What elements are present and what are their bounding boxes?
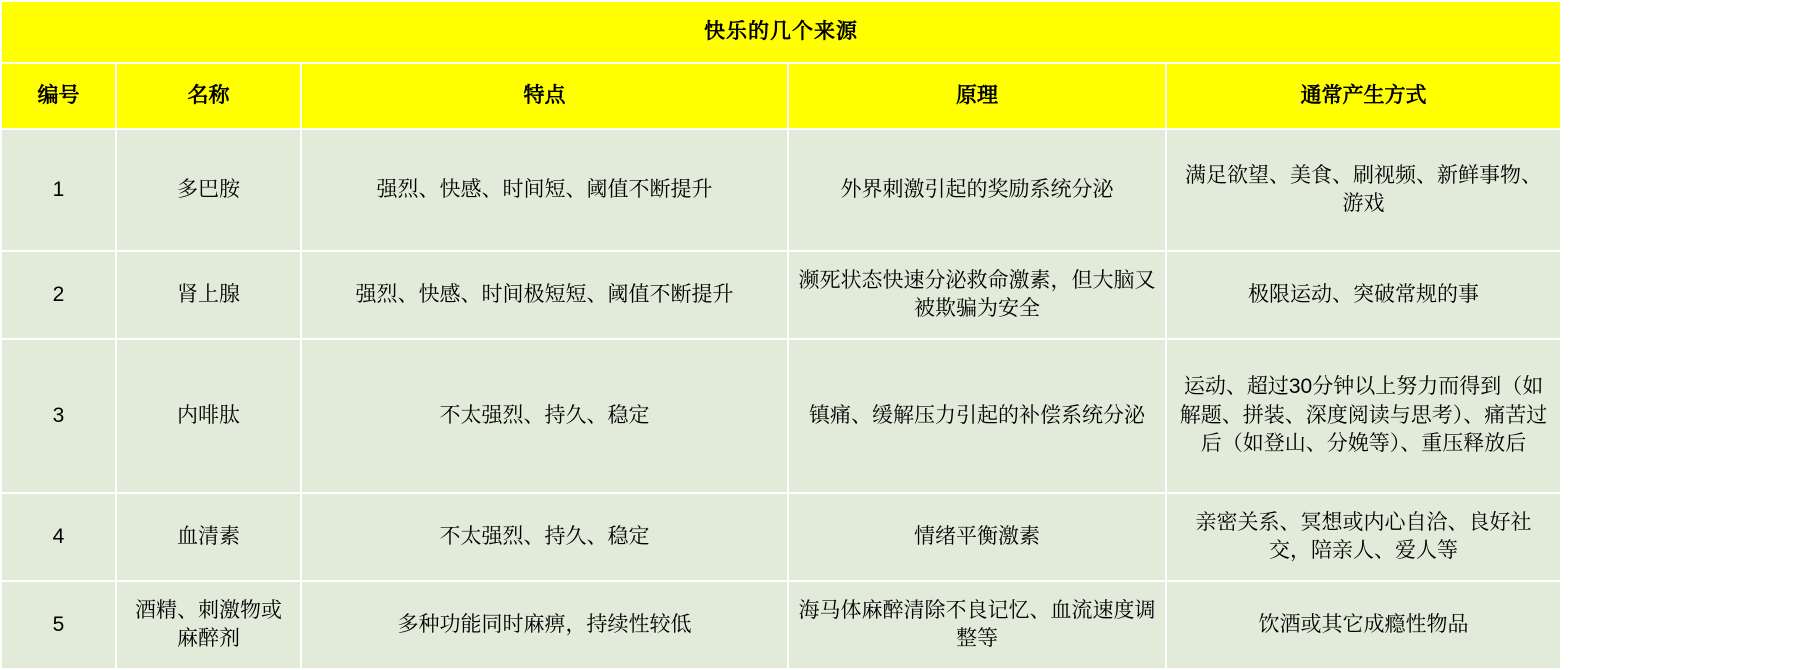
cell-sources [1166,339,1561,493]
cell-sources [1166,581,1561,669]
cell-text: 镇痛、缓解压力引起的补偿系统分泌 [809,403,1145,427]
cell-text: 2 [52,282,65,306]
cell-text: 3 [52,403,65,427]
cell-text: 内啡肽 [177,403,240,427]
cell-text: 不太强烈、持久、稳定 [439,403,650,427]
cell-principle [788,493,1166,581]
cell-text: 极限运动、突破常规的事 [1248,282,1480,306]
cell-text: 1 [52,177,65,201]
cell-text: 情绪平衡激素 [914,524,1040,548]
cell-text: 5 [52,612,65,636]
cell-text: 酒精、刺激物或麻醉剂 [135,598,282,650]
cell-features [301,339,788,493]
cell-features [301,129,788,251]
cell-sources [1166,251,1561,339]
cell-name [116,129,301,251]
table-row [1,129,1561,251]
cell-text: 运动、超过30分钟以上努力而得到（如解题、拼装、深度阅读与思考）、痛苦过后（如登山、分娩等）、重压释放后 [1179,375,1548,456]
cell-id [1,251,116,339]
cell-name [116,581,301,669]
table-title: 快乐的几个来源 [1,1,1561,63]
cell-text: 肾上腺 [177,282,240,306]
cell-text: 不太强烈、持久、稳定 [439,524,650,548]
column-header-sources: 通常产生方式 [1166,63,1561,129]
cell-name [116,493,301,581]
cell-text: 亲密关系、冥想或内心自洽、良好社交，陪亲人、爱人等 [1195,510,1532,562]
cell-text: 多巴胺 [177,177,240,201]
cell-text: 强烈、快感、时间短、阈值不断提升 [376,177,713,201]
cell-text: 外界刺激引起的奖励系统分泌 [840,177,1114,201]
column-header-features: 特点 [301,63,788,129]
cell-id [1,129,116,251]
cell-name [116,339,301,493]
table-row [1,339,1561,493]
column-header-name: 名称 [116,63,301,129]
cell-sources [1166,129,1561,251]
cell-text: 濒死状态快速分泌救命激素，但大脑又被欺骗为安全 [798,268,1156,320]
cell-text: 4 [52,524,65,548]
column-header-id: 编号 [1,63,116,129]
table-row [1,581,1561,669]
cell-id [1,581,116,669]
cell-text: 海马体麻醉清除不良记忆、血流速度调整等 [798,598,1156,650]
cell-id [1,493,116,581]
cell-features [301,251,788,339]
cell-principle [788,129,1166,251]
cell-features [301,493,788,581]
cell-text: 强烈、快感、时间极短短、阈值不断提升 [355,282,734,306]
column-header-principle: 原理 [788,63,1166,129]
cell-text: 多种功能同时麻痹，持续性较低 [397,612,692,636]
cell-text: 饮酒或其它成瘾性物品 [1258,612,1469,636]
cell-features [301,581,788,669]
table-row [1,493,1561,581]
cell-principle [788,339,1166,493]
header-row [1,63,1561,129]
cell-text: 血清素 [177,524,240,548]
cell-principle [788,581,1166,669]
cell-id [1,339,116,493]
cell-name [116,251,301,339]
cell-principle [788,251,1166,339]
cell-sources [1166,493,1561,581]
cell-text: 满足欲望、美食、刷视频、新鲜事物、游戏 [1185,163,1543,215]
title-row [1,1,1561,63]
table-row [1,251,1561,339]
